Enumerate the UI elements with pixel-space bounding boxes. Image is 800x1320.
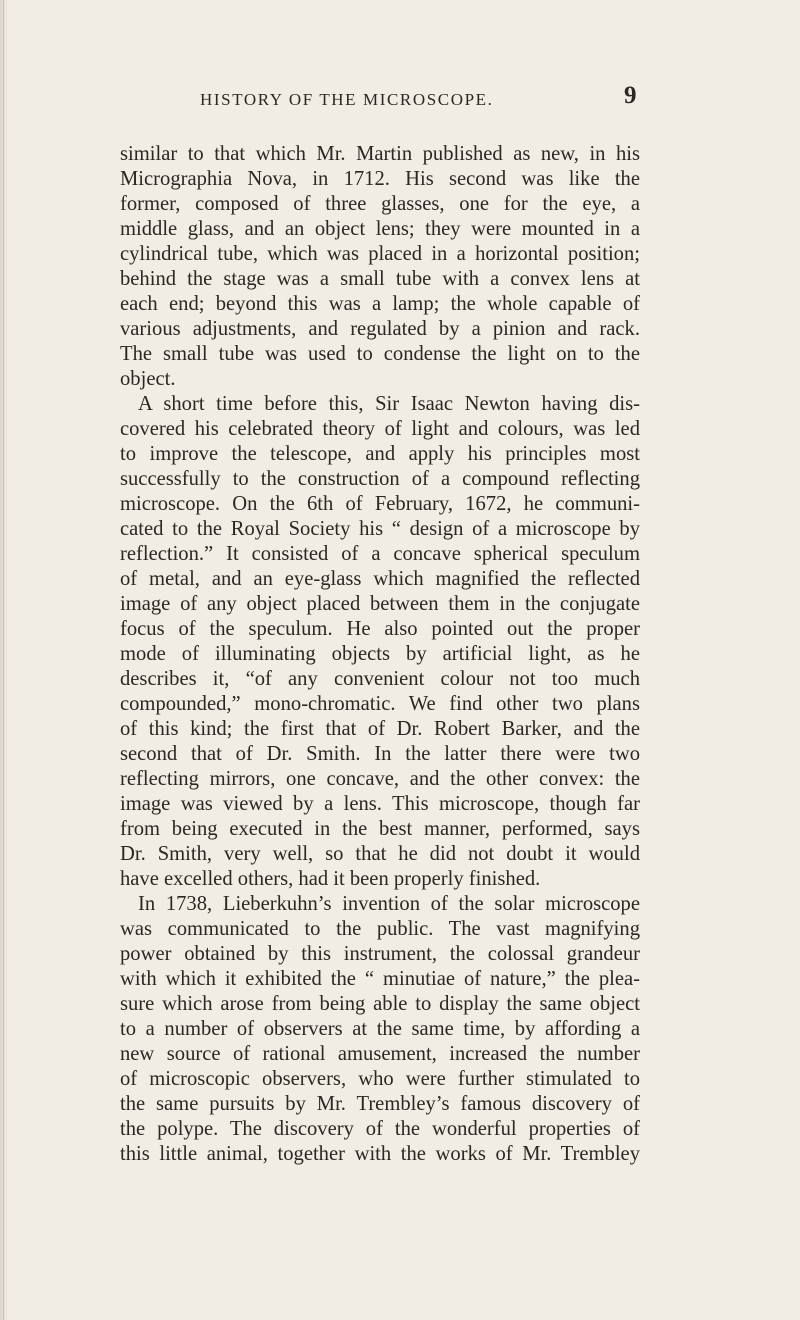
paragraph-end-line: have excelled others, had it been properly finished. (120, 868, 541, 890)
text-line: each end; beyond this was a lamp; the whole capable of (120, 293, 640, 315)
paragraph-start-line: A short time before this, Sir Isaac Newton having dis- (138, 393, 640, 415)
text-line: various adjustments, and regulated by a pinion and rack. (120, 318, 640, 340)
text-line: power obtained by this instrument, the colossal grandeur (120, 943, 640, 965)
text-line: cated to the Royal Society his “ design of a microscope by (120, 518, 640, 540)
text-line: Dr. Smith, very well, so that he did not doubt it would (120, 843, 640, 865)
text-line: successfully to the construction of a compound reflecting (120, 468, 640, 490)
text-line: middle glass, and an object lens; they were mounted in a (120, 218, 640, 240)
page-number: 9 (624, 82, 637, 109)
text-line: reflection.” It consisted of a concave spherical speculum (120, 543, 640, 565)
page-binding-edge (0, 0, 8, 1320)
text-line: was communicated to the public. The vast magnifying (120, 918, 640, 940)
text-line: this little animal, together with the works of Mr. Trembley (120, 1143, 640, 1165)
text-line: Micrographia Nova, in 1712. His second was like the (120, 168, 640, 190)
text-line: covered his celebrated theory of light and colours, was led (120, 418, 640, 440)
text-line: sure which arose from being able to display the same object (120, 993, 640, 1015)
page-binding-line (3, 0, 4, 1320)
page-header (200, 82, 640, 112)
text-line: microscope. On the 6th of February, 1672, he communi- (120, 493, 640, 515)
paragraph-end-line: object. (120, 368, 176, 390)
text-line: of this kind; the first that of Dr. Robert Barker, and the (120, 718, 640, 740)
text-line: former, composed of three glasses, one for the eye, a (120, 193, 640, 215)
text-line: second that of Dr. Smith. In the latter there were two (120, 743, 640, 765)
text-line: the same pursuits by Mr. Trembley’s famous discovery of (120, 1093, 640, 1115)
text-line: similar to that which Mr. Martin published as new, in his (120, 143, 640, 165)
text-line: reflecting mirrors, one concave, and the other convex: the (120, 768, 640, 790)
text-line: describes it, “of any convenient colour not too much (120, 668, 640, 690)
text-line: mode of illuminating objects by artificial light, as he (120, 643, 640, 665)
text-line: behind the stage was a small tube with a convex lens at (120, 268, 640, 290)
text-line: to improve the telescope, and apply his principles most (120, 443, 640, 465)
paragraph-start-line: In 1738, Lieberkuhn’s invention of the solar microscope (138, 893, 640, 915)
text-line: image of any object placed between them in the conjugate (120, 593, 640, 615)
text-line: cylindrical tube, which was placed in a horizontal position; (120, 243, 640, 265)
text-line: of microscopic observers, who were further stimulated to (120, 1068, 640, 1090)
text-line: compounded,” mono-chromatic. We find other two plans (120, 693, 640, 715)
text-line: image was viewed by a lens. This microscope, though far (120, 793, 640, 815)
text-line: new source of rational amusement, increased the number (120, 1043, 640, 1065)
running-head: HISTORY OF THE MICROSCOPE. (200, 90, 494, 109)
body-text (120, 142, 640, 1167)
text-line: to a number of observers at the same time, by affording a (120, 1018, 640, 1040)
text-line: from being executed in the best manner, performed, says (120, 818, 640, 840)
text-line: focus of the speculum. He also pointed out the proper (120, 618, 640, 640)
text-line: the polype. The discovery of the wonderful properties of (120, 1118, 640, 1140)
text-line: The small tube was used to condense the light on to the (120, 343, 640, 365)
text-line: of metal, and an eye-glass which magnified the reflected (120, 568, 640, 590)
text-line: with which it exhibited the “ minutiae of nature,” the plea- (120, 968, 640, 990)
